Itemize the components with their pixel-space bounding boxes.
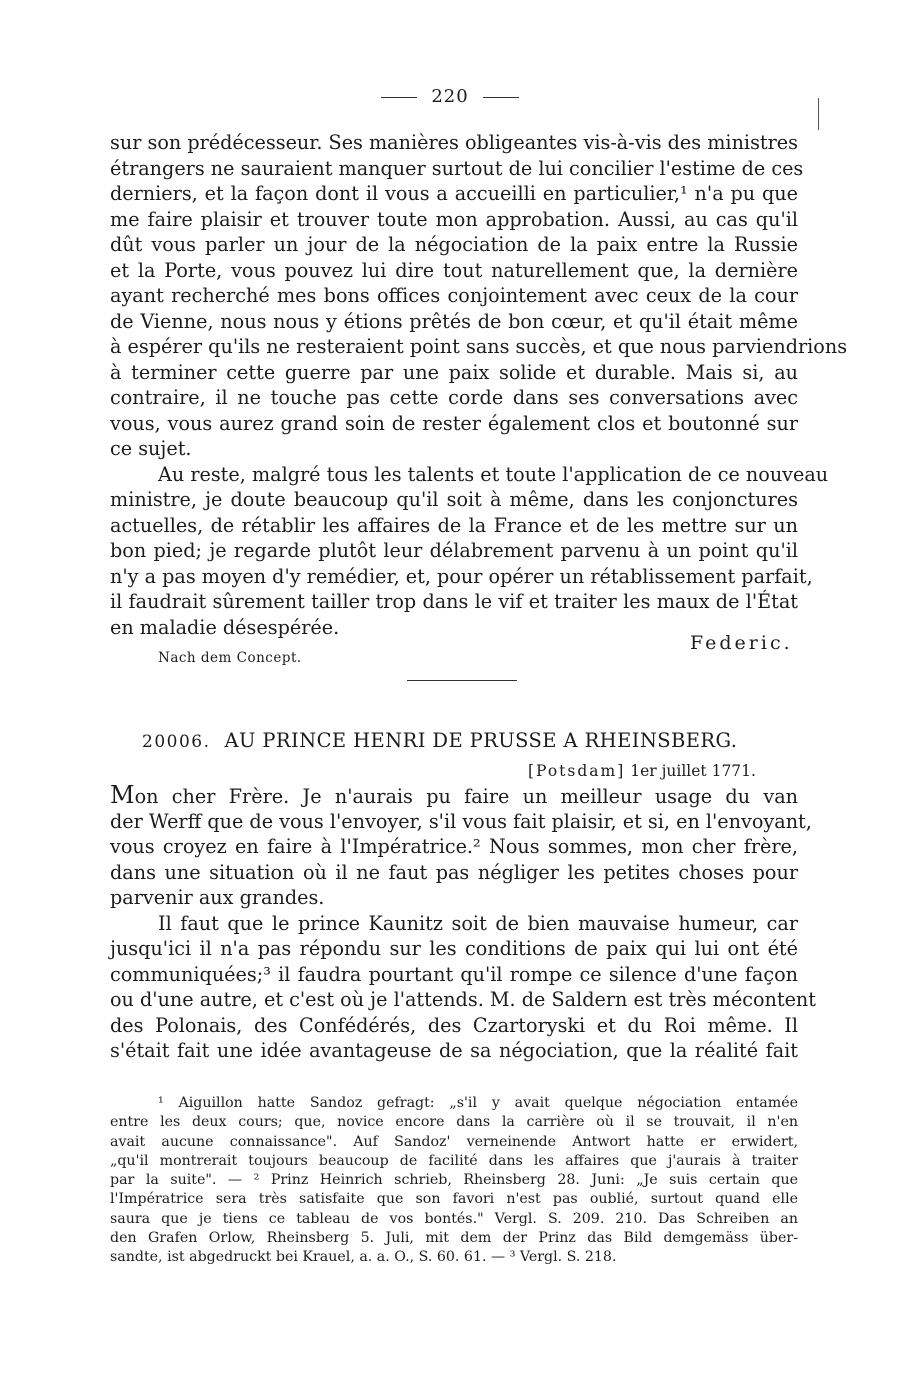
text-line: Au reste, malgré tous les talents et toute l'application de ce nouveau — [158, 462, 829, 486]
text-line: sur son prédécesseur. Ses manières obligeantes vis-à-vis des ministres — [110, 131, 798, 154]
text-line: Il faut que le prince Kaunitz soit de bien mauvaise humeur, car — [158, 911, 798, 935]
text-line: à espérer qu'ils ne resteraient point sans succès, et que nous parviendrions — [110, 335, 848, 358]
footnote-line: l'Impératrice sera très satisfaite que son favori n'est pas oublié, surtout quand elle — [110, 1191, 798, 1208]
text-line: en maladie désespérée. — [110, 615, 340, 639]
footnote-line: avait aucune connaissance". Auf Sandoz' verneinende Antwort hatte er erwidert, — [110, 1133, 798, 1150]
text-line: ministre, je doute beaucoup qu'il soit à même, dans les conjonctures — [110, 488, 798, 511]
text-line: des Polonais, des Confédérés, des Czartoryski et du Roi même. Il — [110, 1013, 798, 1037]
text-line: ou d'une autre, et c'est où je l'attends. M. de Saldern est très mécontent — [110, 988, 816, 1011]
header-dash-right — [483, 97, 519, 98]
text-line: communiquées;³ il faudra pourtant qu'il rompe ce silence d'une façon — [110, 962, 798, 986]
text-line: ayant recherché mes bons offices conjointement avec ceux de la cour — [110, 284, 798, 307]
letter-place: [Potsdam] — [528, 762, 626, 780]
source-note: Nach dem Concept. — [158, 650, 302, 666]
text-line: vous, vous aurez grand soin de rester également clos et boutonné sur — [110, 411, 798, 435]
page-number: 220 — [431, 86, 469, 107]
text-line: n'y a pas moyen d'y remédier, et, pour opérer un rétablissement parfait, — [110, 564, 813, 588]
text-line: de Vienne, nous nous y étions prêtés de bon cœur, et qu'il était même — [110, 309, 798, 333]
footnotes — [110, 1094, 798, 1268]
text-line-first — [110, 783, 798, 809]
text-line: contraire, il ne touche pas cette corde dans ses conversations avec — [110, 386, 798, 409]
letter-text — [110, 781, 816, 1064]
letter-number: 20006. — [142, 732, 211, 752]
previous-letter-text — [110, 130, 848, 640]
footnote-line: ¹ Aiguillon hatte Sandoz gefragt: „s'il y avait quelque négociation entamée — [158, 1095, 798, 1111]
text-line: s'était fait une idée avantageuse de sa négociation, que la réalité fait — [110, 1039, 798, 1062]
footnote-line: den Grafen Orlow, Rheinsberg 5. Juli, mit dem der Prinz das Bild demgemäss über- — [110, 1230, 798, 1247]
letter-place-date — [528, 762, 756, 780]
margin-mark — [818, 98, 819, 130]
header-dash-left — [381, 97, 417, 98]
signature: Federic. — [690, 632, 793, 654]
footnote-line: saura que je tiens ce tableau de vos bontés." Vergl. S. 209. 210. Das Schreiben an — [110, 1210, 798, 1227]
text-line-rest: on cher Frère. Je n'aurais pu faire un meilleur usage du van — [134, 785, 798, 808]
initial-letter: M — [110, 781, 135, 809]
text-line: jusqu'ici il n'a pas répondu sur les conditions de paix qui lui ont été — [110, 937, 798, 960]
text-line: parvenir aux grandes. — [110, 886, 325, 909]
text-line: il faudrait sûrement tailler trop dans le vif et traiter les maux de l'État — [110, 590, 798, 613]
text-line: bon pied; je regarde plutôt leur délabrement parvenu à un point qu'il — [110, 539, 798, 562]
text-line: me faire plaisir et trouver toute mon approbation. Aussi, au cas qu'il — [110, 207, 798, 231]
letter-heading — [142, 729, 792, 752]
text-line: et la Porte, vous pouvez lui dire tout naturellement que, la dernière — [110, 258, 798, 282]
letter-date: 1er juillet 1771. — [630, 762, 756, 780]
text-line: actuelles, de rétablir les affaires de la France et de les mettre sur un — [110, 513, 798, 537]
text-line: derniers, et la façon dont il vous a accueilli en particulier,¹ n'a pu que — [110, 182, 798, 205]
text-line: à terminer cette guerre par une paix solide et durable. Mais si, au — [110, 360, 798, 384]
footnote-line: sandte, ist abgedruckt bei Krauel, a. a. O., S. 60. 61. — ³ Vergl. S. 218. — [110, 1249, 617, 1266]
letter-title: AU PRINCE HENRI DE PRUSSE A RHEINSBERG. — [224, 729, 738, 752]
page-header — [0, 86, 900, 107]
text-line: dans une situation où il ne faut pas négliger les petites choses pour — [110, 860, 798, 884]
text-line: vous croyez en faire à l'Impératrice.² Nous sommes, mon cher frère, — [110, 835, 798, 858]
footnote-line: entre les deux cours; que, novice encore dans la carrière où il se trouvait, il n'en — [110, 1114, 798, 1131]
footnote-line: par la suite". — ² Prinz Heinrich schrieb, Rheinsberg 28. Juni: „Je suis certain que — [110, 1172, 798, 1189]
text-line: der Werff que de vous l'envoyer, s'il vous fait plaisir, et si, en l'envoyant, — [110, 809, 812, 833]
footnote-line: „qu'il montrerait toujours beaucoup de facilité dans les affaires que j'aurais à traiter — [110, 1152, 798, 1169]
text-line: ce sujet. — [110, 437, 192, 460]
text-line: étrangers ne sauraient manquer surtout de lui concilier l'estime de ces — [110, 156, 804, 180]
section-separator — [407, 680, 517, 681]
text-line: dût vous parler un jour de la négociation de la paix entre la Russie — [110, 233, 798, 256]
